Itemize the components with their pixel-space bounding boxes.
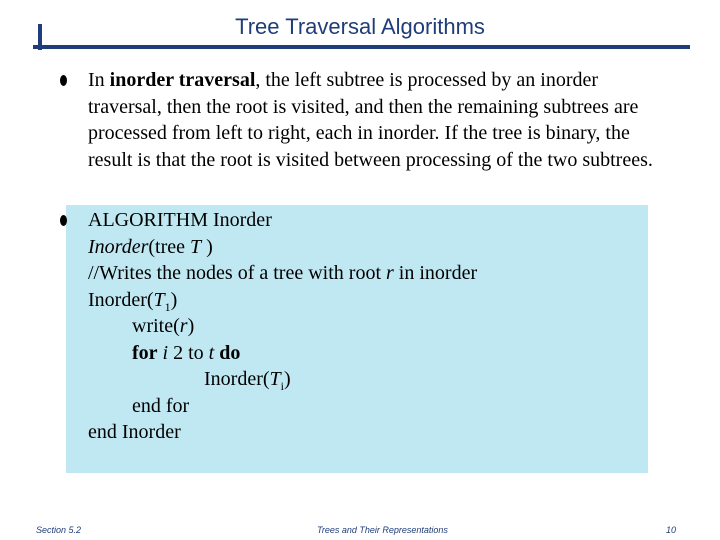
end-name: Inorder (116, 421, 181, 443)
algorithm-block (88, 207, 643, 446)
call-sub: 1 (164, 299, 171, 314)
call-close: ) (170, 288, 178, 311)
write-var: r (179, 315, 188, 337)
algorithm-end (88, 419, 643, 446)
bullet-icon (60, 215, 67, 226)
algorithm-signature (88, 234, 643, 261)
algorithm-call (88, 287, 643, 314)
call-var: T (153, 288, 165, 311)
description-lead: In (88, 69, 110, 91)
algorithm-comment (88, 260, 643, 287)
algorithm-for (88, 340, 643, 367)
description-rest: , the left subtree is processed by an inorder traversal, then the root is visited, and then the remaining subtrees are processed from left to right, each in inorder. If the tree is binary, the result is that the root is visited between processing of the two subtrees. (88, 69, 653, 171)
comment-post: in inorder (393, 262, 478, 284)
for-keyword: for (132, 341, 158, 364)
footer-page-number: 10 (666, 525, 677, 535)
title-rule-horizontal (33, 45, 690, 49)
rec-sub: i (280, 379, 284, 393)
description-term: inorder traversal (109, 69, 256, 91)
algorithm-heading-text: ALGORITHM Inorder (88, 209, 272, 231)
for-mid: 2 to (168, 341, 209, 364)
write-pre: write( (132, 315, 180, 337)
call-name: Inorder( (88, 288, 154, 311)
algorithm-recursive-call (88, 366, 643, 393)
bullet-icon (60, 75, 67, 86)
signature-arg: (tree (148, 235, 191, 258)
slide-title: Tree Traversal Algorithms (235, 14, 485, 39)
rec-close: ) (284, 368, 291, 390)
signature-close: ) (201, 235, 213, 258)
signature-var: T (190, 235, 202, 258)
algorithm-heading (88, 207, 643, 234)
algorithm-end-for (88, 393, 643, 420)
comment-pre: //Writes the nodes of a tree with root (88, 262, 386, 284)
rec-var: T (269, 368, 281, 390)
rec-name: Inorder( (204, 368, 270, 390)
do-keyword: do (219, 341, 241, 364)
inorder-description (88, 67, 663, 173)
end-keyword: end (88, 421, 117, 443)
comment-var: r (386, 262, 394, 284)
write-close: ) (187, 315, 195, 337)
footer-title: Trees and Their Representations (317, 525, 448, 535)
algorithm-write (88, 313, 643, 340)
end-for-text: end for (132, 394, 190, 417)
signature-name: Inorder (88, 235, 149, 258)
footer-section: Section 5.2 (36, 525, 82, 535)
for-end-var: t (208, 341, 215, 364)
for-var: i (162, 341, 169, 364)
